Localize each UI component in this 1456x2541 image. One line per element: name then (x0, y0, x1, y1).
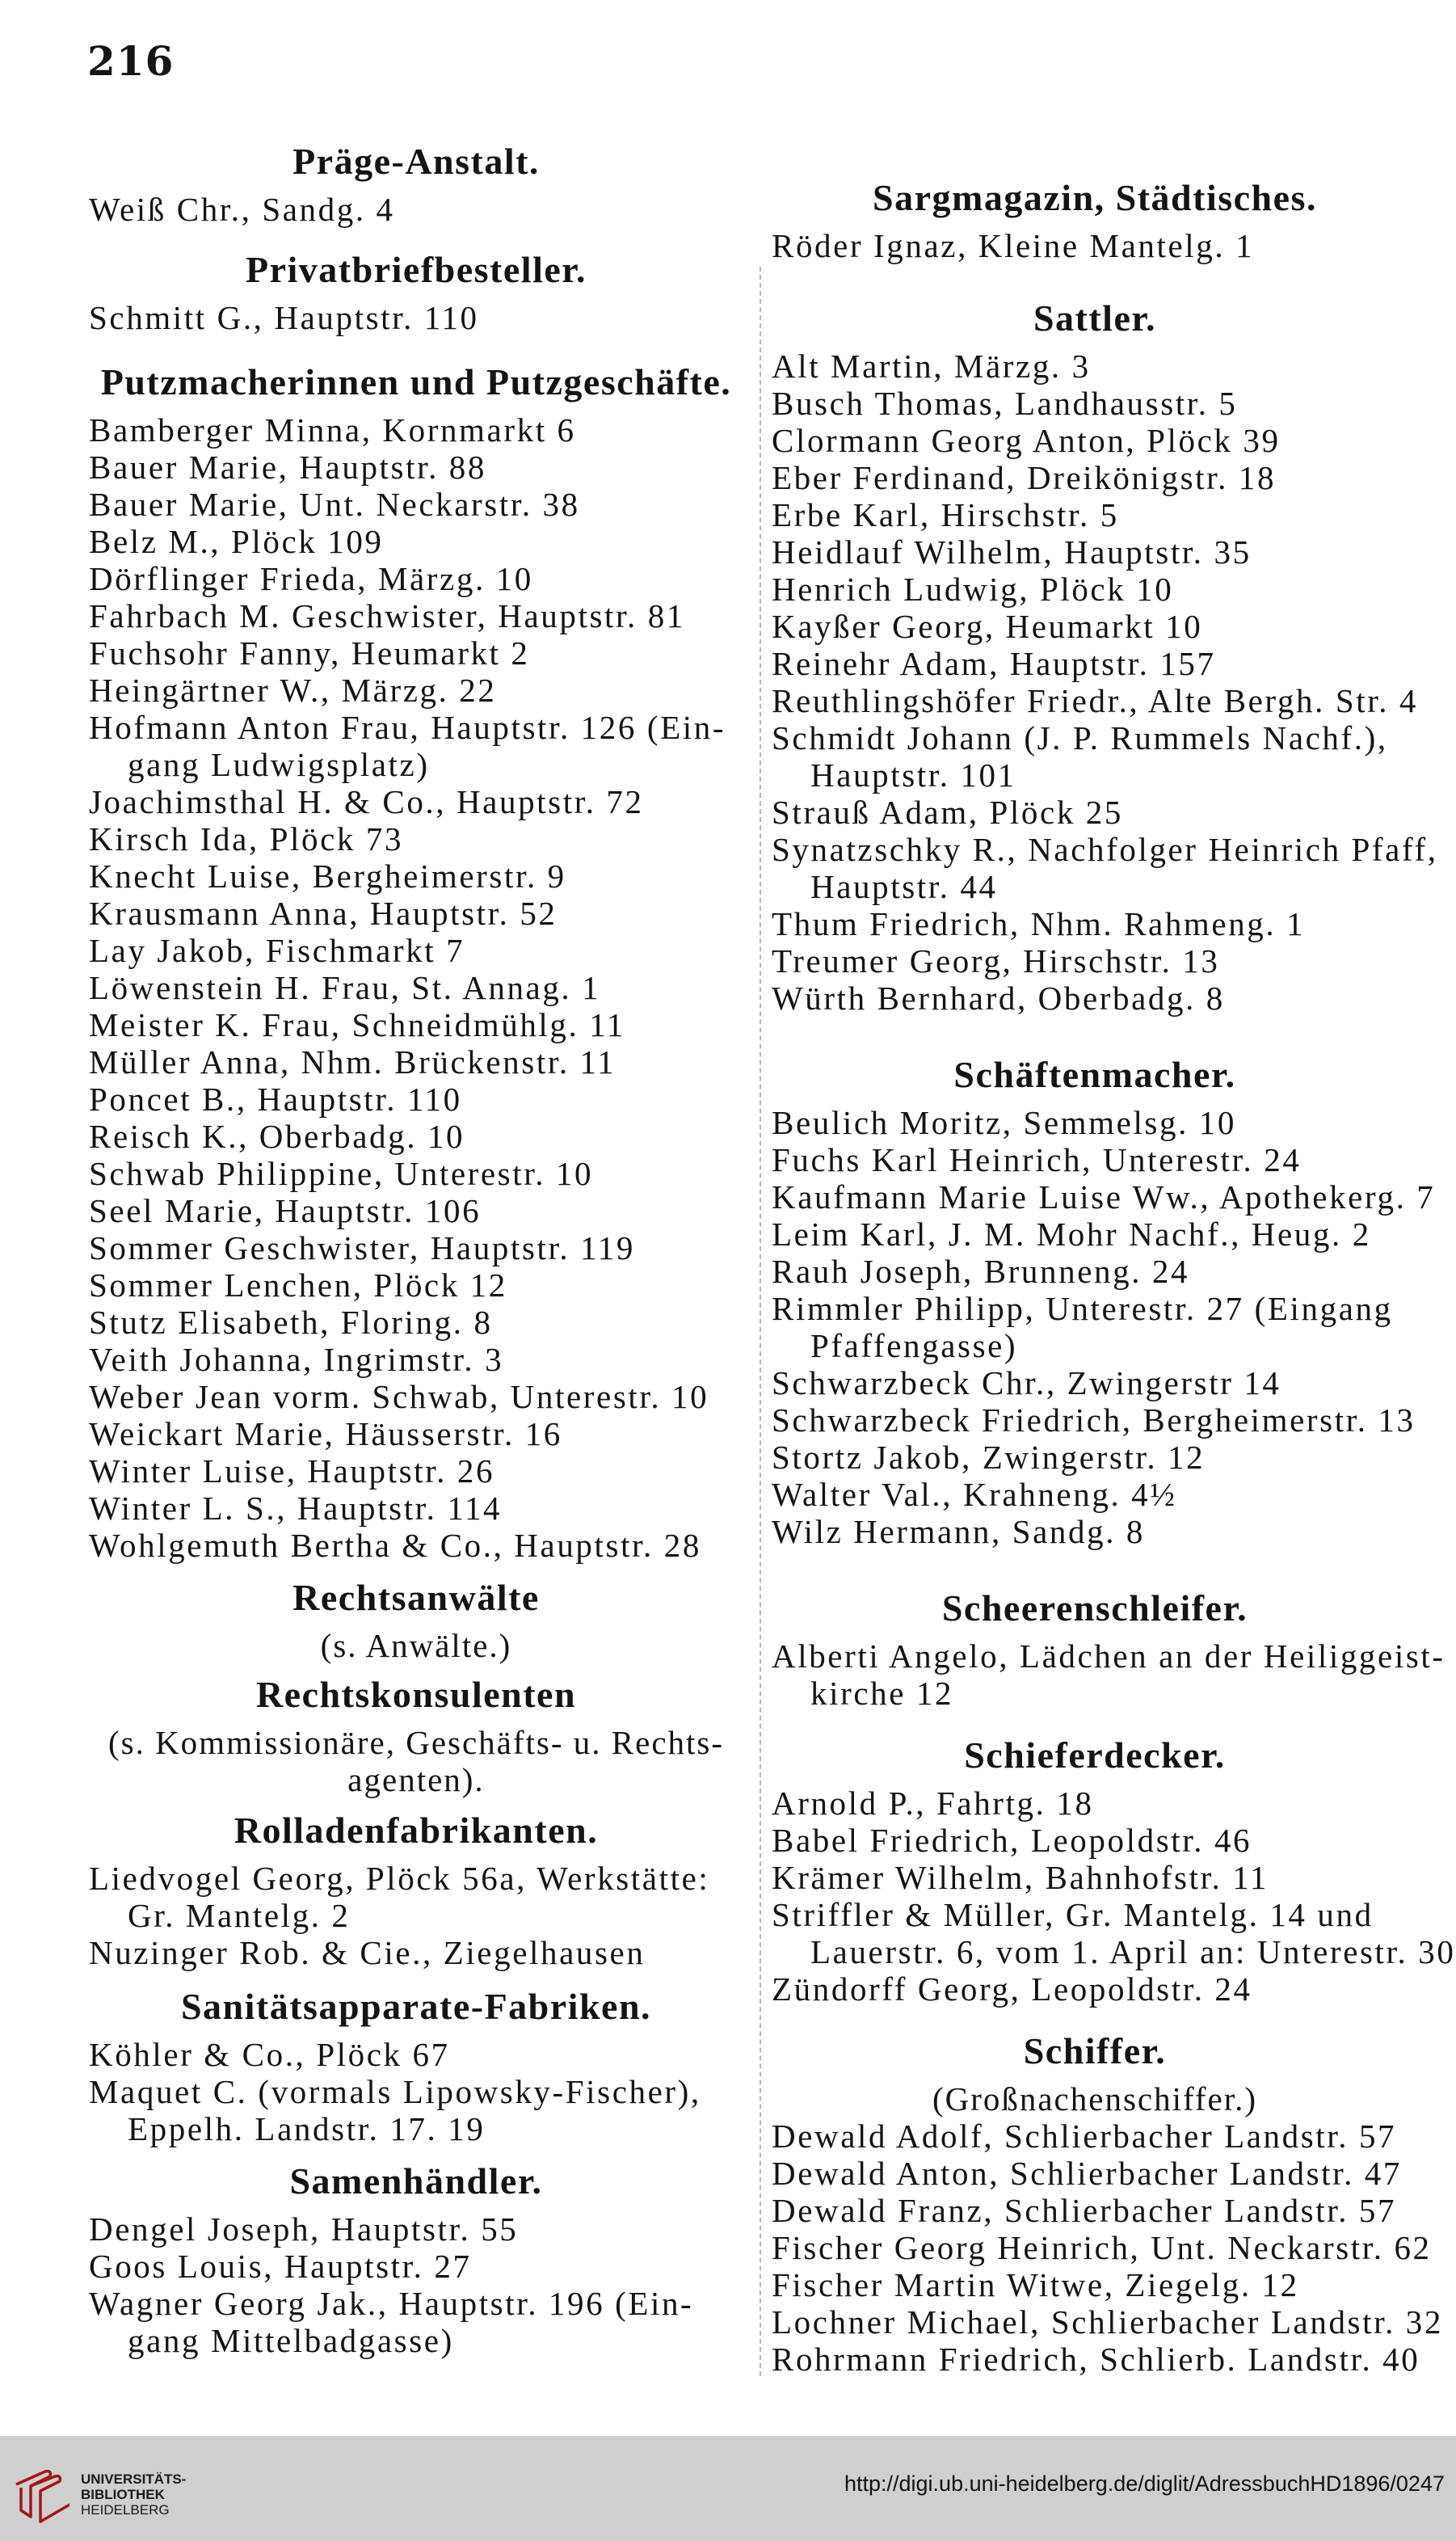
entry-line: Rohrmann Friedrich, Schlierb. Landstr. 40 (772, 2341, 1420, 2378)
entry-line: gang Ludwigsplatz) (128, 746, 430, 783)
section-heading: Scheerenschleifer. (941, 1587, 1248, 1629)
directory-entry (89, 1452, 743, 1490)
entry-line: Krausmann Anna, Hauptstr. 52 (89, 895, 558, 932)
directory-entry (772, 1785, 1418, 1822)
section-heading: Samenhändler. (289, 2160, 543, 2202)
library-name-line: BIBLIOTHEK (81, 2487, 165, 2502)
entry-line: Sommer Geschwister, Hauptstr. 119 (89, 1229, 635, 1266)
directory-entry (772, 2229, 1432, 2266)
directory-entry (772, 571, 1418, 608)
directory-entry (89, 191, 743, 228)
directory-section (89, 1671, 743, 1798)
directory-section (89, 137, 743, 228)
column-divider (760, 267, 761, 2376)
entry-line: Busch Thomas, Landhausstr. 5 (772, 385, 1238, 422)
directory-entry (772, 2341, 1418, 2378)
directory-section (89, 246, 743, 336)
directory-entry (772, 794, 1418, 831)
entry-line: Beulich Moritz, Semmelsg. 10 (772, 1104, 1236, 1141)
directory-entry (772, 1141, 1418, 1178)
entry-line: Hauptstr. 44 (810, 868, 998, 905)
entry-line: Lauerstr. 6, vom 1. April an: Unterestr. 30 (810, 1933, 1456, 1970)
entry-line: Fischer Martin Witwe, Ziegelg. 12 (772, 2266, 1299, 2303)
section-heading: Sargmagazin, Städtisches. (873, 177, 1317, 218)
entry-line: Löwenstein H. Frau, St. Annag. 1 (89, 969, 601, 1006)
library-name-line: HEIDELBERG (81, 2502, 170, 2518)
directory-entry (772, 2118, 1418, 2155)
directory-entry (772, 533, 1418, 571)
directory-section (89, 1983, 743, 2147)
directory-entry (772, 422, 1418, 459)
entry-line: Joachimsthal H. & Co., Hauptstr. 72 (89, 783, 644, 820)
directory-entry (772, 1253, 1418, 1290)
section-heading: Sattler. (1033, 297, 1157, 339)
directory-entry (89, 523, 743, 560)
directory-entry (89, 1527, 743, 1564)
directory-entry (89, 1006, 743, 1043)
source-url-link[interactable]: http://digi.ub.uni-heidelberg.de/diglit/AdressbuchHD1896/0247 (844, 2471, 1445, 2496)
entry-line: Synatzschky R., Nachfolger Heinrich Pfaff, (772, 831, 1438, 868)
library-logo-icon (13, 2468, 69, 2525)
entry-line: Striffler & Müller, Gr. Mantelg. 14 und (772, 1896, 1374, 1933)
section-note: (s. Kommissionäre, Geschäfts- u. Rechts- (107, 1724, 725, 1761)
section-heading: Putzmacherinnen und Putzgeschäfte. (100, 361, 732, 402)
entry-line: Thum Friedrich, Nhm. Rahmeng. 1 (772, 905, 1306, 942)
directory-entry (89, 858, 743, 895)
section-note: (s. Anwälte.) (320, 1627, 512, 1664)
entry-line: Erbe Karl, Hirschstr. 5 (772, 496, 1119, 533)
entry-line: gang Mittelbadgasse) (128, 2322, 454, 2359)
section-heading: Sanitätsapparate-Fabriken. (180, 1986, 652, 2027)
entry-line: Sommer Lenchen, Plöck 12 (89, 1266, 507, 1304)
directory-entry (89, 932, 743, 969)
directory-entry (772, 608, 1418, 645)
entry-line: Rauh Joseph, Brunneng. 24 (772, 1253, 1190, 1290)
directory-entry (772, 1822, 1418, 1859)
entry-line: Weber Jean vorm. Schwab, Unterestr. 10 (89, 1378, 709, 1415)
entry-line: Weickart Marie, Häusserstr. 16 (89, 1415, 562, 1452)
page-number: 216 (87, 37, 175, 85)
directory-entry (772, 980, 1418, 1017)
directory-entry (772, 831, 1438, 905)
directory-entry (89, 1266, 743, 1304)
directory-entry (89, 1081, 743, 1118)
entry-line: Gr. Mantelg. 2 (128, 1897, 351, 1934)
entry-line: Würth Bernhard, Oberbadg. 8 (772, 980, 1225, 1017)
directory-entry (89, 820, 743, 858)
section-heading: Schäftenmacher. (953, 1054, 1236, 1095)
directory-entry (89, 1155, 743, 1192)
entry-line: Liedvogel Georg, Plöck 56a, Werkstätte: (89, 1860, 710, 1897)
directory-entry (89, 2248, 743, 2285)
directory-entry (89, 1043, 743, 1081)
right-column (772, 174, 1456, 2378)
directory-entry (89, 1341, 743, 1378)
entry-line: Heidlauf Wilhelm, Hauptstr. 35 (772, 533, 1252, 571)
directory-entry (772, 496, 1418, 533)
entry-line: Wohlgemuth Bertha & Co., Hauptstr. 28 (89, 1527, 701, 1564)
directory-entry (89, 969, 743, 1006)
directory-entry (89, 2073, 743, 2147)
entry-line: Rimmler Philipp, Unterestr. 27 (Eingang (772, 1290, 1393, 1327)
directory-entry (772, 1290, 1418, 1364)
directory-entry (772, 348, 1418, 385)
section-heading: Schiffer. (1023, 2030, 1167, 2071)
entry-line: Belz M., Plöck 109 (89, 523, 384, 560)
entry-line: Treumer Georg, Hirschstr. 13 (772, 942, 1220, 980)
entry-line: Henrich Ludwig, Plöck 10 (772, 571, 1174, 608)
entry-line: Lochner Michael, Schlierbacher Landstr. 32 (772, 2303, 1443, 2341)
entry-line: Babel Friedrich, Leopoldstr. 46 (772, 1822, 1252, 1859)
entry-line: Schmitt G., Hauptstr. 110 (89, 299, 479, 336)
directory-entry (89, 709, 743, 783)
entry-line: Zündorff Georg, Leopoldstr. 24 (772, 1970, 1252, 2008)
entry-line: Stutz Elisabeth, Floring. 8 (89, 1304, 493, 1341)
directory-entry (772, 1513, 1418, 1550)
entry-line: Poncet B., Hauptstr. 110 (89, 1081, 462, 1118)
entry-line: Walter Val., Krahneng. 4½ (772, 1476, 1177, 1513)
library-name (81, 2471, 186, 2518)
entry-line: Reinehr Adam, Hauptstr. 157 (772, 645, 1216, 682)
entry-line: Krämer Wilhelm, Bahnhofstr. 11 (772, 1859, 1269, 1896)
entry-line: Müller Anna, Nhm. Brückenstr. 11 (89, 1043, 616, 1081)
directory-entry (772, 682, 1418, 719)
entry-line: Fuchsohr Fanny, Heumarkt 2 (89, 634, 530, 672)
entry-line: Kayßer Georg, Heumarkt 10 (772, 608, 1203, 645)
library-name-line: UNIVERSITÄTS- (81, 2471, 187, 2487)
entry-line: Dengel Joseph, Hauptstr. 55 (89, 2210, 519, 2248)
directory-entry (89, 1304, 743, 1341)
directory-entry (772, 1104, 1418, 1141)
entry-line: Lay Jakob, Fischmarkt 7 (89, 932, 465, 969)
section-note: (Großnachenschiffer.) (932, 2080, 1258, 2118)
directory-entry (772, 2266, 1418, 2303)
entry-line: Veith Johanna, Ingrimstr. 3 (89, 1341, 504, 1378)
section-heading: Rechtsanwälte (292, 1577, 540, 1618)
directory-entry (89, 895, 743, 932)
entry-line: Hofmann Anton Frau, Hauptstr. 126 (Ein- (89, 709, 726, 746)
section-heading: Privatbriefbesteller. (246, 249, 587, 290)
section-heading: Rolladenfabrikanten. (234, 1810, 599, 1851)
entry-line: Hauptstr. 101 (810, 756, 1016, 794)
directory-entry (89, 1378, 743, 1415)
directory-entry (89, 1415, 743, 1452)
entry-line: Dewald Franz, Schlierbacher Landstr. 57 (772, 2192, 1397, 2229)
entry-line: Wagner Georg Jak., Hauptstr. 196 (Ein- (89, 2285, 694, 2322)
directory-entry (772, 645, 1418, 682)
entry-line: Reuthlingshöfer Friedr., Alte Bergh. Str. 4 (772, 682, 1419, 719)
directory-section (89, 358, 743, 1564)
entry-line: Dewald Adolf, Schlierbacher Landstr. 57 (772, 2118, 1397, 2155)
entry-line: Weiß Chr., Sandg. 4 (89, 191, 395, 228)
entry-line: Winter Luise, Hauptstr. 26 (89, 1452, 495, 1490)
entry-line: Stortz Jakob, Zwingerstr. 12 (772, 1439, 1206, 1476)
directory-entry (89, 634, 743, 672)
entry-line: Arnold P., Fahrtg. 18 (772, 1785, 1094, 1822)
directory-section (89, 1806, 743, 1971)
directory-section (772, 2027, 1443, 2378)
section-heading: Schieferdecker. (964, 1734, 1226, 1776)
entry-line: Schwarzbeck Friedrich, Bergheimerstr. 13 (772, 1401, 1416, 1439)
directory-entry (89, 783, 743, 820)
entry-line: Nuzinger Rob. & Cie., Ziegelhausen (89, 1934, 646, 1971)
directory-section (772, 294, 1438, 1017)
directory-entry (89, 2036, 743, 2073)
directory-entry (772, 1896, 1456, 1970)
directory-entry (772, 1364, 1418, 1401)
entry-line: Bamberger Minna, Kornmarkt 6 (89, 411, 576, 449)
directory-entry (89, 672, 743, 709)
entry-line: Strauß Adam, Plöck 25 (772, 794, 1123, 831)
entry-line: Schmidt Johann (J. P. Rummels Nachf.), (772, 719, 1388, 756)
entry-line: Dewald Anton, Schlierbacher Landstr. 47 (772, 2155, 1403, 2192)
entry-line: Meister K. Frau, Schneidmühlg. 11 (89, 1006, 625, 1043)
entry-line: Kaufmann Marie Luise Ww., Apothekerg. 7 (772, 1178, 1436, 1216)
entry-line: Pfaffengasse) (810, 1327, 1018, 1364)
directory-entry (89, 597, 743, 634)
entry-line: Knecht Luise, Bergheimerstr. 9 (89, 858, 566, 895)
directory-entry (89, 2210, 743, 2248)
entry-line: Heingärtner W., Märzg. 22 (89, 672, 497, 709)
directory-entry (89, 1118, 743, 1155)
directory-entry (89, 560, 743, 597)
directory-entry (772, 385, 1418, 422)
entry-line: Maquet C. (vormals Lipowsky-Fischer), (89, 2073, 701, 2110)
directory-entry (772, 942, 1418, 980)
directory-entry (772, 1859, 1418, 1896)
entry-line: Goos Louis, Hauptstr. 27 (89, 2248, 472, 2285)
directory-section (89, 2157, 743, 2359)
entry-line: Reisch K., Oberbadg. 10 (89, 1118, 465, 1155)
directory-entry (772, 2155, 1418, 2192)
directory-section (772, 1731, 1456, 2008)
entry-line: Alt Martin, Märzg. 3 (772, 348, 1091, 385)
directory-entry (89, 1860, 743, 1934)
directory-entry (772, 1401, 1418, 1439)
entry-line: Schwab Philippine, Unterestr. 10 (89, 1155, 594, 1192)
directory-entry (772, 2303, 1443, 2341)
directory-entry (772, 1178, 1436, 1216)
directory-section (89, 1574, 743, 1664)
entry-line: Fahrbach M. Geschwister, Hauptstr. 81 (89, 597, 685, 634)
entry-line: Kirsch Ida, Plöck 73 (89, 820, 404, 858)
entry-line: Winter L. S., Hauptstr. 114 (89, 1490, 503, 1527)
directory-entry (89, 1490, 743, 1527)
entry-line: Röder Ignaz, Kleine Mantelg. 1 (772, 227, 1255, 264)
section-note: agenten). (347, 1761, 485, 1798)
entry-line: Clormann Georg Anton, Plöck 39 (772, 422, 1281, 459)
entry-line: Eber Ferdinand, Dreikönigstr. 18 (772, 459, 1277, 496)
directory-entry (89, 1192, 743, 1229)
directory-entry (89, 1229, 743, 1266)
directory-entry (89, 449, 743, 486)
directory-entry (772, 905, 1418, 942)
footer-bar (0, 2436, 1456, 2541)
entry-line: Bauer Marie, Unt. Neckarstr. 38 (89, 486, 580, 523)
directory-entry (772, 1476, 1418, 1513)
directory-entry (89, 411, 743, 449)
left-column (89, 137, 743, 2359)
directory-entry (772, 1439, 1418, 1476)
directory-entry (772, 1970, 1418, 2008)
entry-line: Wilz Hermann, Sandg. 8 (772, 1513, 1146, 1550)
directory-entry (772, 1216, 1418, 1253)
entry-line: Alberti Angelo, Lädchen an der Heiliggeist- (772, 1637, 1445, 1675)
entry-line: Fuchs Karl Heinrich, Unterestr. 24 (772, 1141, 1302, 1178)
entry-line: Fischer Georg Heinrich, Unt. Neckarstr. 62 (772, 2229, 1432, 2266)
directory-entry (772, 1637, 1445, 1712)
section-heading: Präge-Anstalt. (292, 141, 540, 182)
entry-line: Bauer Marie, Hauptstr. 88 (89, 449, 486, 486)
directory-section (772, 1584, 1445, 1712)
directory-entry (772, 719, 1418, 794)
entry-line: kirche 12 (810, 1675, 954, 1712)
directory-section (772, 174, 1418, 264)
section-heading: Rechtskonsulenten (255, 1674, 577, 1715)
directory-entry (772, 2192, 1418, 2229)
directory-entry (89, 2285, 743, 2359)
directory-entry (772, 459, 1418, 496)
entry-line: Schwarzbeck Chr., Zwingerstr 14 (772, 1364, 1281, 1401)
directory-section (772, 1051, 1436, 1550)
entry-line: Köhler & Co., Plöck 67 (89, 2036, 450, 2073)
directory-entry (772, 227, 1418, 264)
directory-entry (89, 1934, 743, 1971)
entry-line: Eppelh. Landstr. 17. 19 (128, 2110, 486, 2147)
entry-line: Seel Marie, Hauptstr. 106 (89, 1192, 482, 1229)
entry-line: Leim Karl, J. M. Mohr Nachf., Heug. 2 (772, 1216, 1371, 1253)
directory-entry (89, 299, 743, 336)
entry-line: Dörflinger Frieda, Märzg. 10 (89, 560, 533, 597)
directory-entry (89, 486, 743, 523)
